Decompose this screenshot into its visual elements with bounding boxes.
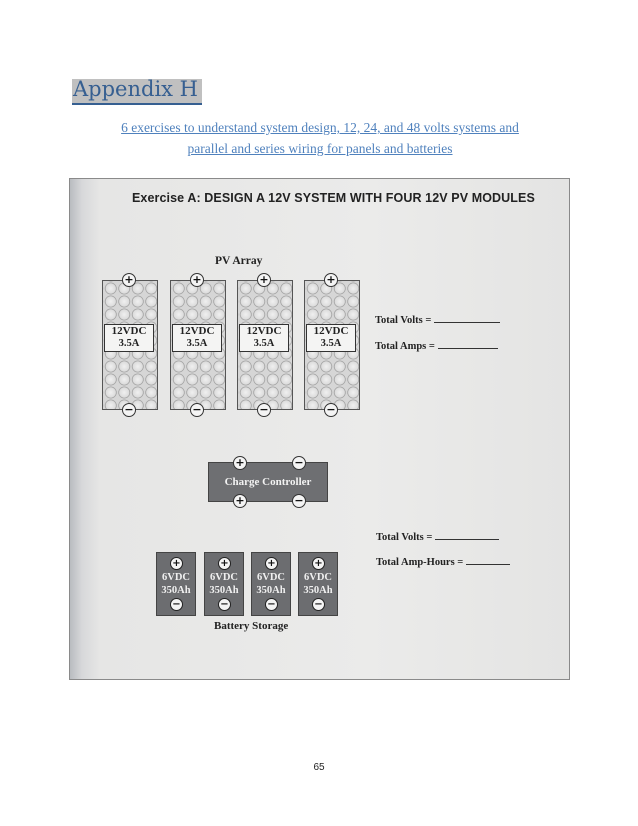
pv-panel-rating: [306, 324, 356, 352]
pv-panel-3: [237, 273, 293, 416]
appendix-heading: Appendix H: [73, 77, 198, 101]
battery-voltage: 6VDC: [162, 572, 190, 583]
pv-total-volts: [375, 315, 500, 326]
battery-total-volts: [376, 532, 499, 543]
pv-panel-rating: [239, 324, 289, 352]
positive-terminal-icon: +: [265, 557, 278, 570]
battery-4: [298, 552, 338, 616]
negative-terminal-icon: −: [292, 494, 306, 508]
pv-panel-voltage: 12VDC: [179, 325, 215, 337]
negative-terminal-icon: −: [312, 598, 325, 611]
pv-panel-current: 3.5A: [186, 338, 208, 349]
pv-panel-current: 3.5A: [118, 338, 140, 349]
pv-panel-voltage: 12VDC: [111, 325, 147, 337]
pv-total-volts-label: Total Volts =: [375, 315, 432, 326]
heading-underline: [72, 103, 202, 105]
battery-1: [156, 552, 196, 616]
appendix-subtitle-line-2: parallel and series wiring for panels and batteries: [187, 141, 453, 156]
negative-terminal-icon: −: [218, 598, 231, 611]
battery-capacity: 350Ah: [303, 585, 333, 596]
page-number: 65: [313, 762, 325, 773]
charge-controller-label: Charge Controller: [224, 476, 312, 488]
charge-controller: [208, 456, 328, 507]
positive-terminal-icon: +: [190, 273, 204, 287]
exercise-title: Exercise A: DESIGN A 12V SYSTEM WITH FOUR 12V PV MODULES: [132, 191, 535, 205]
positive-terminal-icon: +: [170, 557, 183, 570]
pv-total-amps: [375, 341, 498, 352]
battery-2: [204, 552, 244, 616]
negative-terminal-icon: −: [122, 403, 136, 417]
battery-storage-label: Battery Storage: [214, 620, 289, 632]
positive-terminal-icon: +: [218, 557, 231, 570]
negative-terminal-icon: −: [265, 598, 278, 611]
positive-terminal-icon: +: [324, 273, 338, 287]
battery-total-amp-hours-label: Total Amp-Hours =: [376, 557, 464, 568]
pv-panel-current: 3.5A: [320, 338, 342, 349]
positive-terminal-icon: +: [312, 557, 325, 570]
positive-terminal-icon: +: [233, 494, 247, 508]
pv-panel-current: 3.5A: [253, 338, 275, 349]
appendix-subtitle-line-1: 6 exercises to understand system design, 12, 24, and 48 volts systems and: [121, 120, 519, 135]
negative-terminal-icon: −: [190, 403, 204, 417]
pv-panel-2: [170, 273, 226, 416]
pv-panel-rating: [172, 324, 222, 352]
negative-terminal-icon: −: [292, 456, 306, 470]
answer-blank: [438, 348, 498, 349]
battery-capacity: 350Ah: [209, 585, 239, 596]
battery-capacity: 350Ah: [256, 585, 286, 596]
battery-voltage: 6VDC: [304, 572, 332, 583]
pv-panel-voltage: 12VDC: [313, 325, 349, 337]
positive-terminal-icon: +: [233, 456, 247, 470]
battery-voltage: 6VDC: [210, 572, 238, 583]
exercise-scan-image: [69, 178, 570, 680]
pv-panel-4: [304, 273, 360, 416]
battery-total-amp-hours: [376, 557, 510, 568]
pv-panel-rating: [104, 324, 154, 352]
battery-capacity: 350Ah: [161, 585, 191, 596]
positive-terminal-icon: +: [122, 273, 136, 287]
pv-total-amps-label: Total Amps =: [375, 341, 435, 352]
battery-total-volts-label: Total Volts =: [376, 532, 433, 543]
battery-3: [251, 552, 291, 616]
negative-terminal-icon: −: [170, 598, 183, 611]
battery-voltage: 6VDC: [257, 572, 285, 583]
answer-blank: [435, 539, 499, 540]
pv-array-label: PV Array: [215, 255, 263, 267]
answer-blank: [434, 322, 500, 323]
negative-terminal-icon: −: [257, 403, 271, 417]
negative-terminal-icon: −: [324, 403, 338, 417]
answer-blank: [466, 564, 510, 565]
pv-panel-1: [102, 273, 158, 416]
positive-terminal-icon: +: [257, 273, 271, 287]
pv-panel-voltage: 12VDC: [246, 325, 282, 337]
